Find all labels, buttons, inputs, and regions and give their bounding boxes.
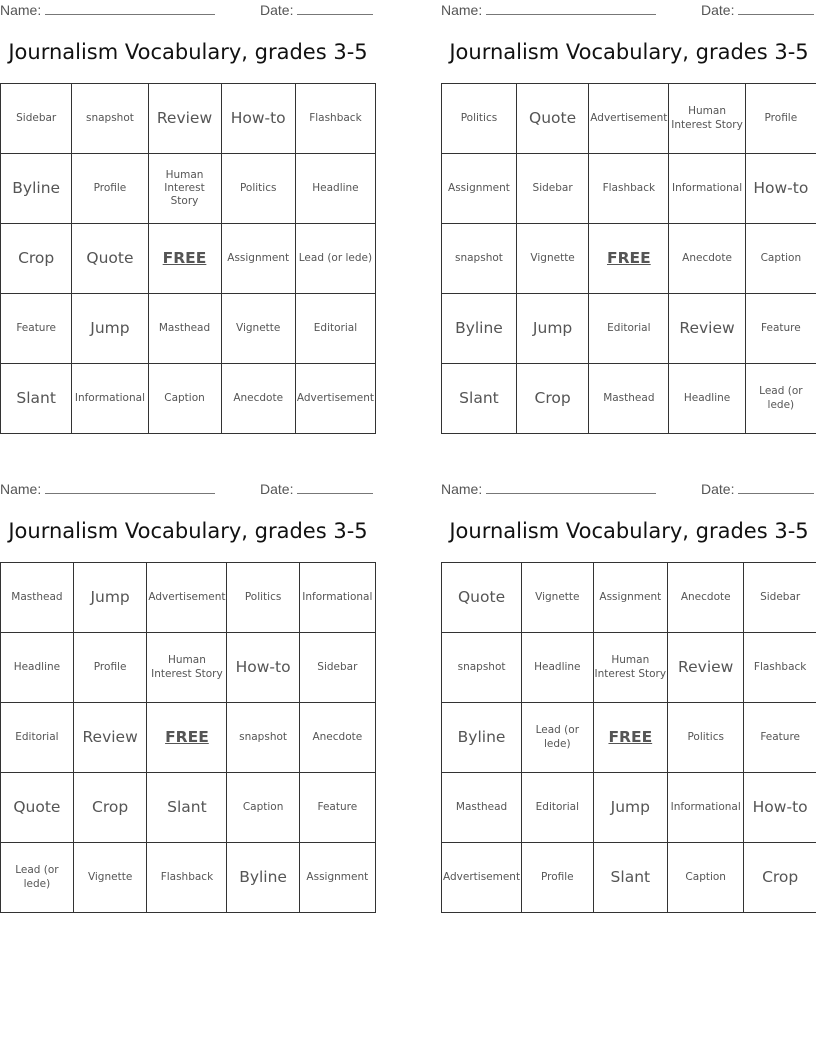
bingo-cell: Human Interest Story xyxy=(669,84,745,154)
free-space: FREE xyxy=(589,224,669,294)
bingo-cell: Advertisement xyxy=(295,364,375,434)
bingo-cell: Informational xyxy=(299,563,375,633)
bingo-cell: Crop xyxy=(516,364,588,434)
grid-row xyxy=(442,154,816,224)
bingo-cell: Vignette xyxy=(522,563,593,633)
bingo-cell: Advertisement xyxy=(589,84,669,154)
bingo-cell: How-to xyxy=(227,633,299,703)
bingo-cell: Review xyxy=(73,703,147,773)
bingo-cell: Masthead xyxy=(148,294,221,364)
bingo-cell: Headline xyxy=(295,154,375,224)
grid-row xyxy=(442,84,816,154)
bingo-cell: Crop xyxy=(1,224,72,294)
name-field[interactable] xyxy=(441,2,656,18)
bingo-cell: Crop xyxy=(744,843,816,913)
grid-row xyxy=(442,633,816,703)
name-label: Name: xyxy=(441,481,483,497)
bingo-cell: Byline xyxy=(442,703,522,773)
grid-row xyxy=(442,364,816,434)
bingo-cell: Anecdote xyxy=(668,563,744,633)
bingo-cell: Sidebar xyxy=(299,633,375,703)
bingo-cell: Byline xyxy=(442,294,517,364)
bingo-cell: Masthead xyxy=(1,563,74,633)
bingo-cell: Human Interest Story xyxy=(593,633,668,703)
grid-row xyxy=(442,224,816,294)
bingo-cell: Sidebar xyxy=(744,563,816,633)
free-space: FREE xyxy=(147,703,227,773)
bingo-cell: How-to xyxy=(221,84,295,154)
bingo-cell: Jump xyxy=(593,773,668,843)
free-space: FREE xyxy=(148,224,221,294)
bingo-cell: Feature xyxy=(745,294,816,364)
bingo-cell: Politics xyxy=(221,154,295,224)
name-label: Name: xyxy=(441,2,483,18)
card-header xyxy=(441,2,816,20)
grid-row xyxy=(1,773,376,843)
bingo-cell: Assignment xyxy=(221,224,295,294)
bingo-cell: Review xyxy=(669,294,745,364)
date-label: Date: xyxy=(260,2,294,18)
bingo-cell: Advertisement xyxy=(147,563,227,633)
bingo-cell: Masthead xyxy=(442,773,522,843)
bingo-cell: Flashback xyxy=(295,84,375,154)
date-label: Date: xyxy=(701,2,735,18)
date-field[interactable] xyxy=(260,481,373,497)
bingo-cell: Sidebar xyxy=(1,84,72,154)
bingo-cell: Informational xyxy=(669,154,745,224)
date-label: Date: xyxy=(701,481,735,497)
bingo-cell: Flashback xyxy=(589,154,669,224)
grid-row xyxy=(1,563,376,633)
name-field[interactable] xyxy=(0,481,215,497)
grid-row xyxy=(1,294,376,364)
bingo-cell: Byline xyxy=(1,154,72,224)
bingo-cell: snapshot xyxy=(72,84,148,154)
bingo-cell: Profile xyxy=(522,843,593,913)
grid-row xyxy=(1,84,376,154)
date-field[interactable] xyxy=(701,2,814,18)
card-header xyxy=(0,481,376,499)
bingo-cell: Human Interest Story xyxy=(147,633,227,703)
date-label: Date: xyxy=(260,481,294,497)
bingo-cell: Vignette xyxy=(221,294,295,364)
bingo-cell: snapshot xyxy=(442,633,522,703)
grid-row xyxy=(442,773,816,843)
bingo-cell: Editorial xyxy=(295,294,375,364)
bingo-cell: snapshot xyxy=(227,703,299,773)
bingo-grid xyxy=(441,562,816,913)
grid-row xyxy=(1,633,376,703)
bingo-cell: Flashback xyxy=(147,843,227,913)
free-space: FREE xyxy=(593,703,668,773)
bingo-cell: Politics xyxy=(668,703,744,773)
bingo-cell: Anecdote xyxy=(299,703,375,773)
bingo-grid xyxy=(441,83,816,434)
bingo-cell: Sidebar xyxy=(516,154,588,224)
bingo-cell: Feature xyxy=(1,294,72,364)
bingo-cell: Quote xyxy=(442,563,522,633)
bingo-cell: Editorial xyxy=(1,703,74,773)
bingo-cell: Jump xyxy=(72,294,148,364)
bingo-cell: Masthead xyxy=(589,364,669,434)
bingo-cell: snapshot xyxy=(442,224,517,294)
bingo-cell: Caption xyxy=(148,364,221,434)
bingo-cell: Anecdote xyxy=(221,364,295,434)
bingo-cell: Feature xyxy=(299,773,375,843)
bingo-cell: How-to xyxy=(744,773,816,843)
bingo-cell: Politics xyxy=(442,84,517,154)
date-field[interactable] xyxy=(260,2,373,18)
bingo-cell: Review xyxy=(148,84,221,154)
bingo-cell: Lead (or lede) xyxy=(745,364,816,434)
name-label: Name: xyxy=(0,481,42,497)
bingo-cell: Advertisement xyxy=(442,843,522,913)
card-title: Journalism Vocabulary, grades 3-5 xyxy=(449,519,809,543)
name-field[interactable] xyxy=(0,2,215,18)
bingo-cell: Lead (or lede) xyxy=(295,224,375,294)
grid-row xyxy=(1,364,376,434)
name-label: Name: xyxy=(0,2,42,18)
grid-row xyxy=(442,703,816,773)
bingo-cell: Jump xyxy=(73,563,147,633)
grid-row xyxy=(1,154,376,224)
bingo-cell: Quote xyxy=(1,773,74,843)
bingo-cell: Quote xyxy=(72,224,148,294)
grid-row xyxy=(1,703,376,773)
bingo-cell: Caption xyxy=(668,843,744,913)
bingo-cell: Byline xyxy=(227,843,299,913)
bingo-cell: Assignment xyxy=(442,154,517,224)
card-header xyxy=(0,2,376,20)
bingo-cell: Crop xyxy=(73,773,147,843)
bingo-cell: Headline xyxy=(669,364,745,434)
bingo-cell: Flashback xyxy=(744,633,816,703)
grid-row xyxy=(442,294,816,364)
bingo-cell: Politics xyxy=(227,563,299,633)
bingo-cell: Slant xyxy=(1,364,72,434)
bingo-cell: Informational xyxy=(668,773,744,843)
bingo-cell: Profile xyxy=(745,84,816,154)
bingo-cell: Human Interest Story xyxy=(148,154,221,224)
bingo-cell: Lead (or lede) xyxy=(1,843,74,913)
bingo-cell: Slant xyxy=(442,364,517,434)
bingo-cell: Jump xyxy=(516,294,588,364)
date-field[interactable] xyxy=(701,481,814,497)
card-header xyxy=(441,481,816,499)
bingo-grid xyxy=(0,83,376,434)
bingo-cell: Assignment xyxy=(593,563,668,633)
bingo-cell: Headline xyxy=(1,633,74,703)
bingo-cell: Editorial xyxy=(522,773,593,843)
bingo-cell: Caption xyxy=(745,224,816,294)
bingo-cell: Vignette xyxy=(73,843,147,913)
grid-row xyxy=(442,563,816,633)
name-field[interactable] xyxy=(441,481,656,497)
card-title: Journalism Vocabulary, grades 3-5 xyxy=(449,40,809,64)
bingo-cell: Informational xyxy=(72,364,148,434)
bingo-cell: Quote xyxy=(516,84,588,154)
grid-row xyxy=(1,224,376,294)
bingo-cell: Caption xyxy=(227,773,299,843)
bingo-cell: Assignment xyxy=(299,843,375,913)
bingo-cell: Profile xyxy=(72,154,148,224)
bingo-cell: Review xyxy=(668,633,744,703)
card-title: Journalism Vocabulary, grades 3-5 xyxy=(8,40,368,64)
bingo-cell: How-to xyxy=(745,154,816,224)
grid-row xyxy=(442,843,816,913)
card-title: Journalism Vocabulary, grades 3-5 xyxy=(8,519,368,543)
bingo-cell: Headline xyxy=(522,633,593,703)
bingo-cell: Vignette xyxy=(516,224,588,294)
bingo-cell: Slant xyxy=(147,773,227,843)
bingo-cell: Lead (or lede) xyxy=(522,703,593,773)
bingo-cell: Slant xyxy=(593,843,668,913)
bingo-cell: Feature xyxy=(744,703,816,773)
bingo-cell: Editorial xyxy=(589,294,669,364)
bingo-cell: Profile xyxy=(73,633,147,703)
bingo-cell: Anecdote xyxy=(669,224,745,294)
bingo-grid xyxy=(0,562,376,913)
grid-row xyxy=(1,843,376,913)
